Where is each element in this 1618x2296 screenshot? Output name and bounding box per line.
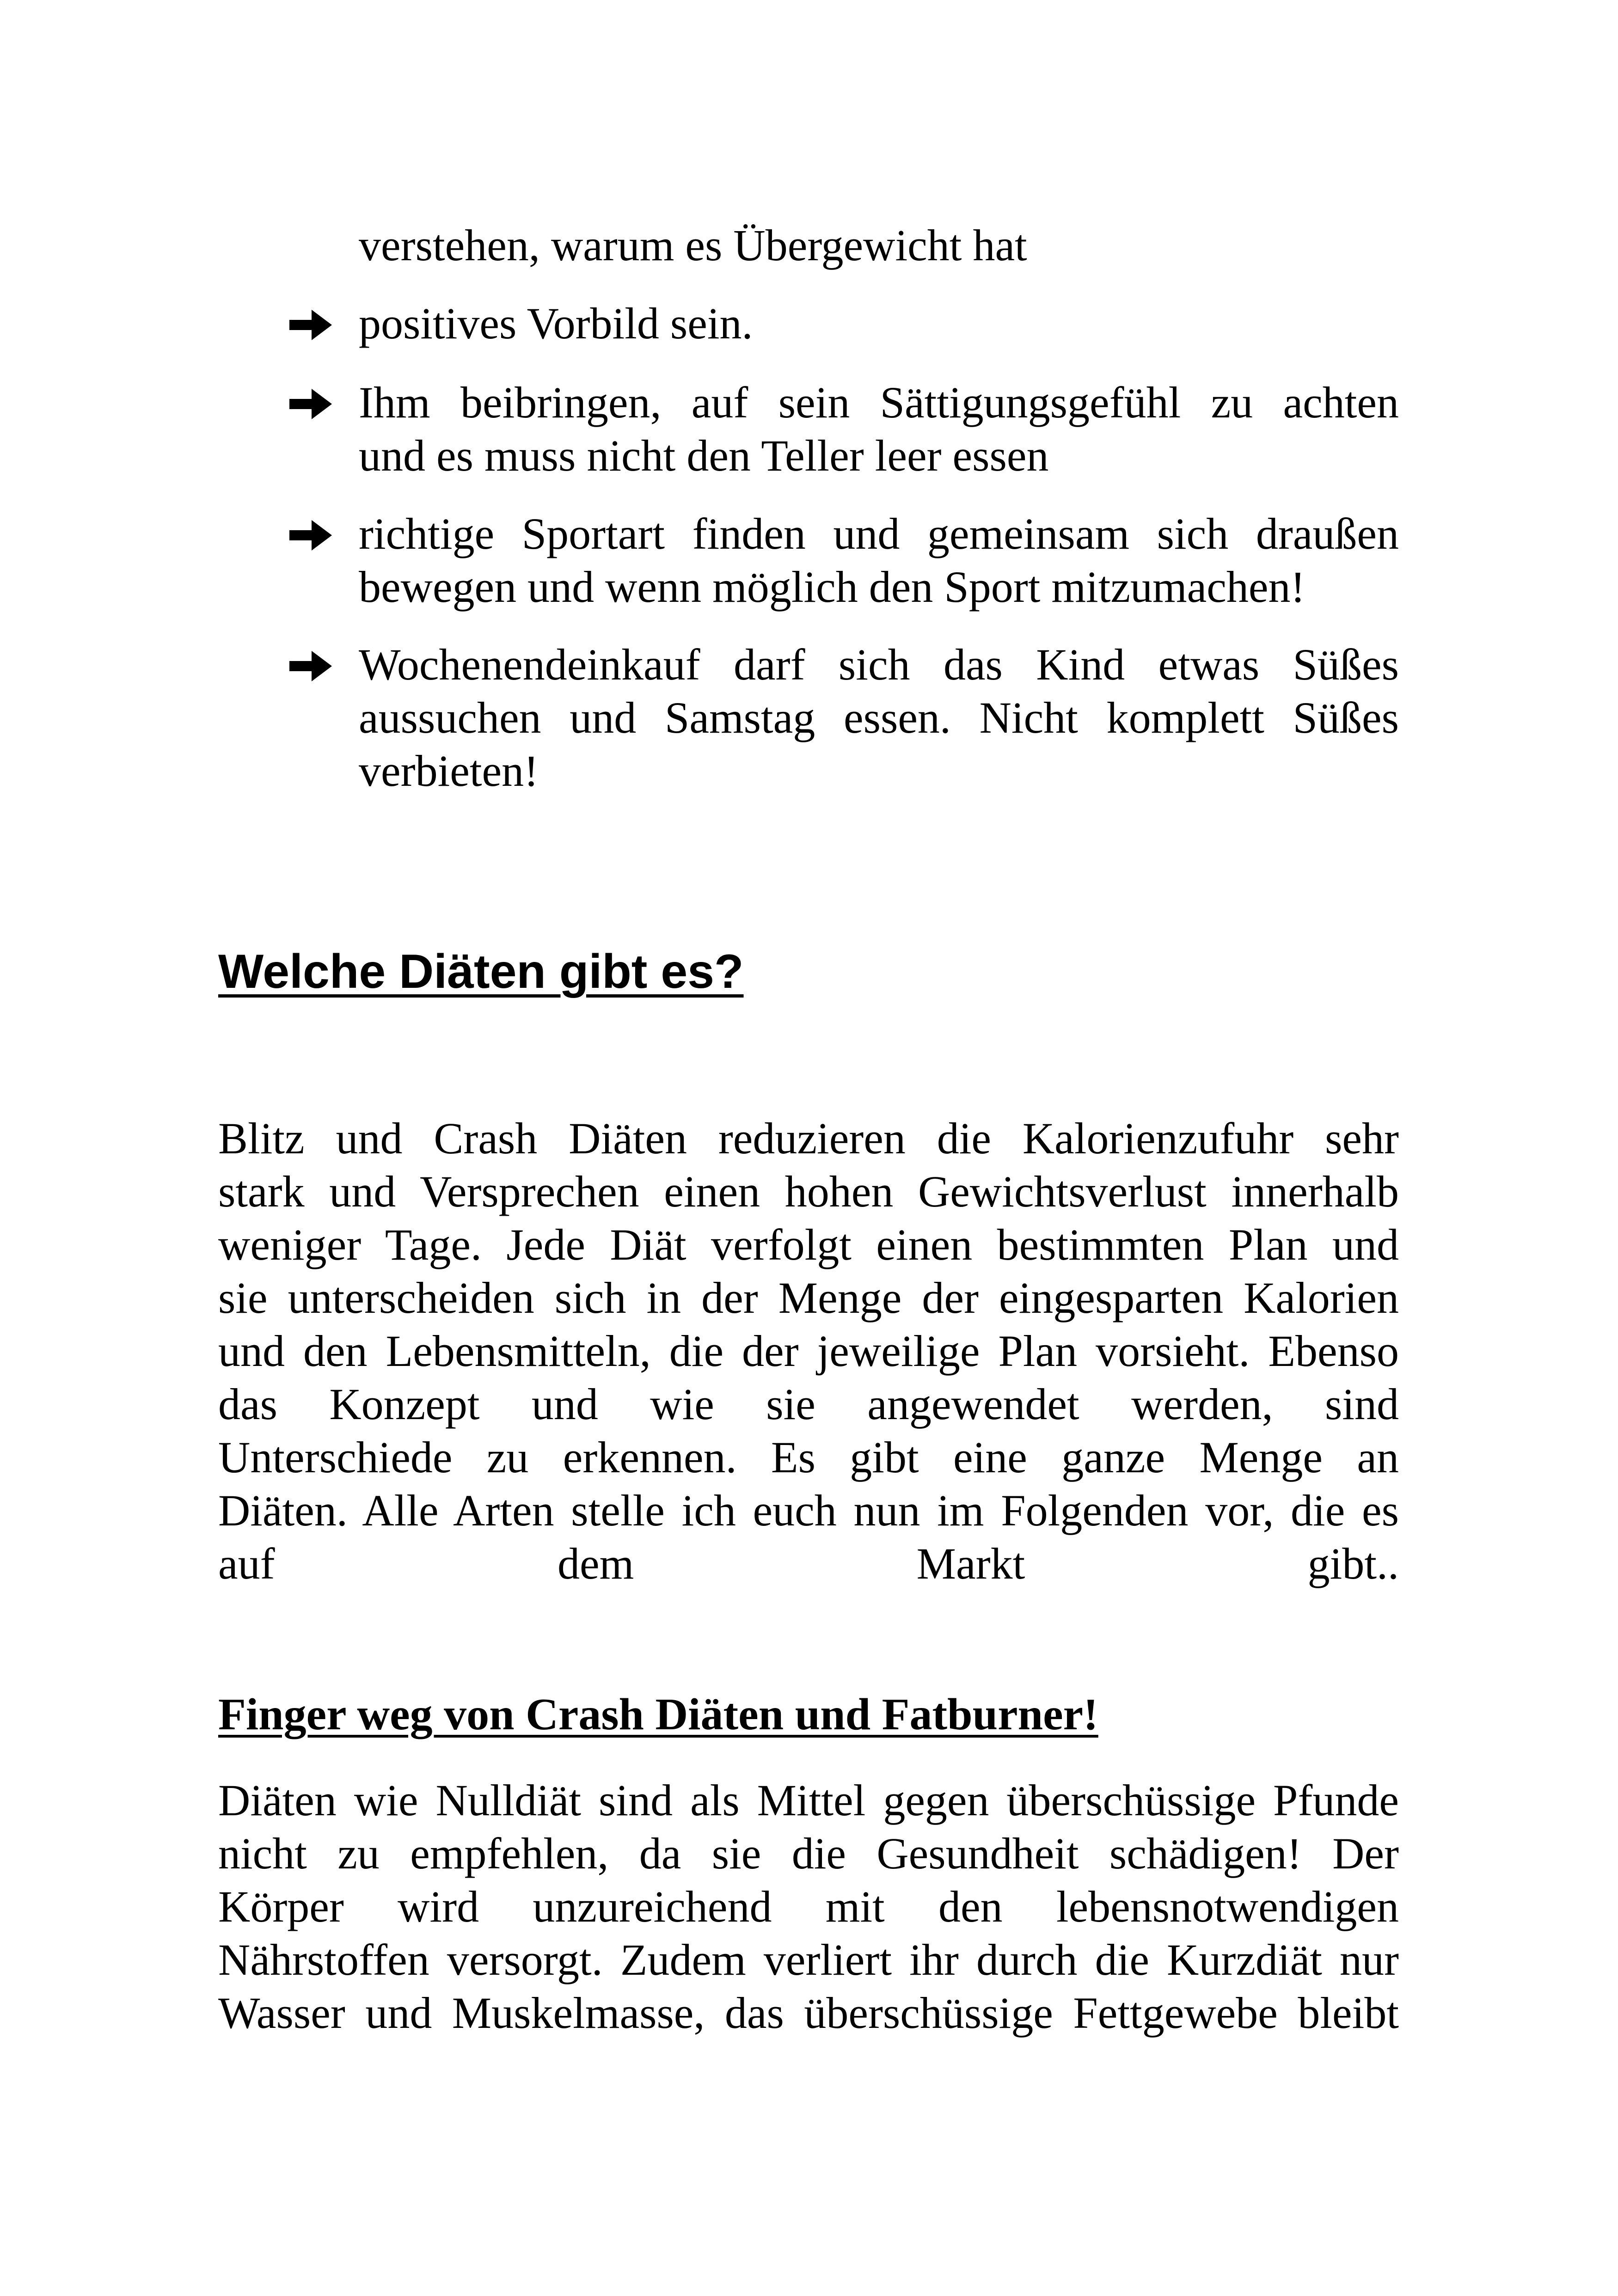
right-arrow-icon xyxy=(287,376,342,429)
section-paragraph-diets xyxy=(218,1112,1399,1590)
paragraph-line: weniger Tage. Jede Diät verfolgt einen bestimmten Plan und xyxy=(218,1220,1399,1269)
bullet-text-line: bewegen und wenn möglich den Sport mitzumachen! xyxy=(359,562,1305,612)
bullet-text-line: aussuchen und Samstag essen. Nicht komplett Süßes xyxy=(359,693,1399,742)
bullet-text-line: und es muss nicht den Teller leer essen xyxy=(359,431,1049,480)
bullet-continuation-text: verstehen, warum es Übergewicht hat xyxy=(359,220,1027,270)
bullet-text-line: richtige Sportart finden und gemeinsam sich draußen xyxy=(359,509,1399,558)
paragraph-line: Wasser und Muskelmasse, das überschüssige Fettgewebe bleibt xyxy=(218,1988,1399,2038)
paragraph-line: auf dem Markt gibt.. xyxy=(218,1539,1399,1588)
paragraph-line: Körper wird unzureichend mit den lebensnotwendigen xyxy=(218,1882,1399,1931)
bullet-text-line: positives Vorbild sein. xyxy=(359,299,753,348)
paragraph-line: nicht zu empfehlen, da sie die Gesundheit schädigen! Der xyxy=(218,1829,1399,1878)
bullet-item xyxy=(287,638,1399,797)
paragraph-line: Blitz und Crash Diäten reduzieren die Kalorienzufuhr sehr xyxy=(218,1114,1399,1163)
bullet-text-line: Wochenendeinkauf darf sich das Kind etwas Süßes xyxy=(359,640,1399,689)
right-arrow-icon xyxy=(287,638,342,691)
bullet-text xyxy=(359,297,1399,350)
section-paragraph-crash-diets xyxy=(218,1774,1399,2039)
paragraph-line: und den Lebensmitteln, die der jeweilige Plan vorsieht. Ebenso xyxy=(218,1326,1399,1376)
paragraph-line: stark und Versprechen einen hohen Gewichtsverlust innerhalb xyxy=(218,1167,1399,1216)
right-arrow-icon xyxy=(287,297,342,350)
right-arrow-icon xyxy=(287,507,342,560)
section-heading-crash-diets: Finger weg von Crash Diäten und Fatburner! xyxy=(218,1690,1098,1739)
paragraph-line: Unterschiede zu erkennen. Es gibt eine ganze Menge an xyxy=(218,1433,1399,1482)
bullet-text xyxy=(359,507,1399,613)
bullet-text xyxy=(359,376,1399,482)
bullet-item xyxy=(287,507,1399,613)
paragraph-line: Diäten wie Nulldiät sind als Mittel gegen überschüssige Pfunde xyxy=(218,1776,1399,1825)
bullet-item xyxy=(287,376,1399,482)
bullet-item xyxy=(287,297,1399,350)
paragraph-line: Diäten. Alle Arten stelle ich euch nun im Folgenden vor, die es xyxy=(218,1486,1399,1535)
bullet-text-line: verbieten! xyxy=(359,746,539,796)
bullet-text xyxy=(359,638,1399,797)
paragraph-line: Nährstoffen versorgt. Zudem verliert ihr durch die Kurzdiät nur xyxy=(218,1935,1399,1984)
paragraph-line: sie unterscheiden sich in der Menge der eingesparten Kalorien xyxy=(218,1273,1399,1322)
section-heading-diets: Welche Diäten gibt es? xyxy=(218,945,744,998)
paragraph-line: das Konzept und wie sie angewendet werden, sind xyxy=(218,1379,1399,1429)
bullet-text-line: Ihm beibringen, auf sein Sättigungsgefühl zu achten xyxy=(359,378,1399,427)
